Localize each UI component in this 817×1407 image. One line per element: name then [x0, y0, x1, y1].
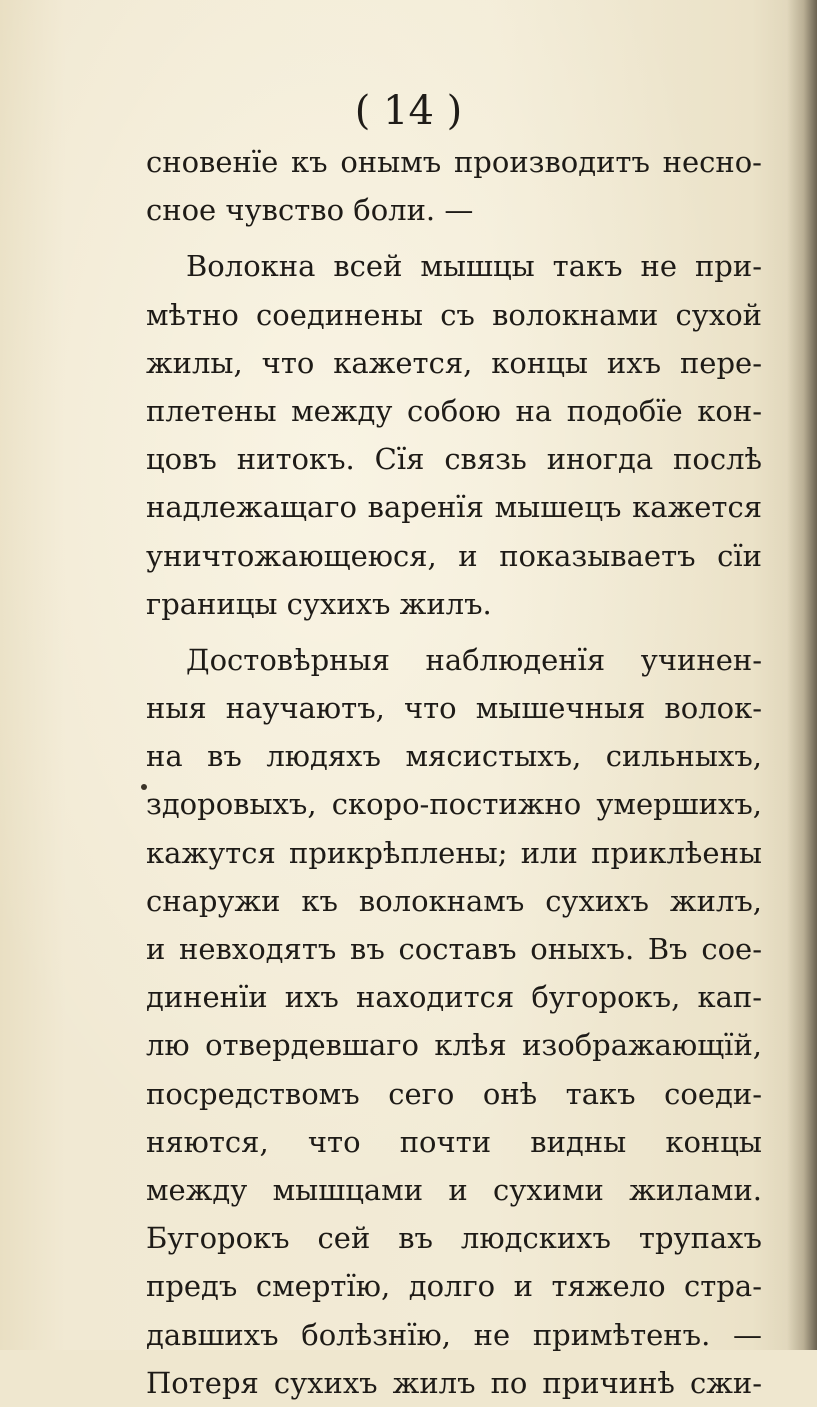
text-line: цовъ нитокъ. Сїя связь иногда послѣ	[146, 442, 762, 477]
text-line: посредствомъ сего онѣ такъ соеди-	[146, 1076, 762, 1111]
text-line: Волокна всей мышцы такъ не при-	[186, 249, 762, 284]
text-line: кажутся прикрѣплены; или приклѣены	[146, 835, 762, 870]
text-line: сное чувство боли. —	[146, 193, 474, 228]
text-line: уничтожающеюся, и показываетъ сїи	[146, 538, 762, 573]
text-line: диненїи ихъ находится бугорокъ, кап-	[146, 980, 762, 1015]
text-line: предъ смертїю, долго и тяжело стра-	[146, 1269, 762, 1304]
text-line: лю отвердевшаго клѣя изображающїй,	[146, 1028, 762, 1063]
text-line: Достовѣрныя наблюденїя учинен-	[186, 642, 762, 677]
text-line: между мышцами и сухими жилами.	[146, 1172, 762, 1207]
page-number: ( 14 )	[354, 88, 463, 134]
text-line: границы сухихъ жилъ.	[146, 586, 492, 621]
text-line: няются, что почти видны концы	[146, 1124, 762, 1159]
text-line: снаружи къ волокнамъ сухихъ жилъ,	[146, 883, 762, 918]
text-line: мѣтно соединены съ волокнами сухой	[146, 297, 762, 332]
text-line: Бугорокъ сей въ людскихъ трупахъ	[146, 1221, 762, 1256]
text-line: жилы, что кажется, концы ихъ пере-	[146, 345, 762, 380]
text-line: надлежащаго варенїя мышецъ кажется	[146, 490, 762, 525]
text-line: давшихъ болѣзнїю, не примѣтенъ. —	[146, 1317, 762, 1352]
page-edge-shadow	[787, 0, 817, 1350]
body-text	[146, 138, 762, 1407]
text-line: сновенїе къ онымъ производитъ несно-	[146, 145, 762, 179]
text-line: и невходятъ въ составъ оныхъ. Въ сое-	[146, 932, 762, 966]
text-line: здоровыхъ, скоро-постижно умершихъ,	[146, 787, 762, 822]
text-line: на въ людяхъ мясистыхъ, сильныхъ,	[146, 739, 762, 774]
text-line: ныя научаютъ, что мышечныя волок-	[146, 691, 762, 726]
text-line: плетены между собою на подобїе кон-	[146, 393, 762, 428]
text-line: Потеря сухихъ жилъ по причинѣ сжи-	[146, 1365, 762, 1400]
